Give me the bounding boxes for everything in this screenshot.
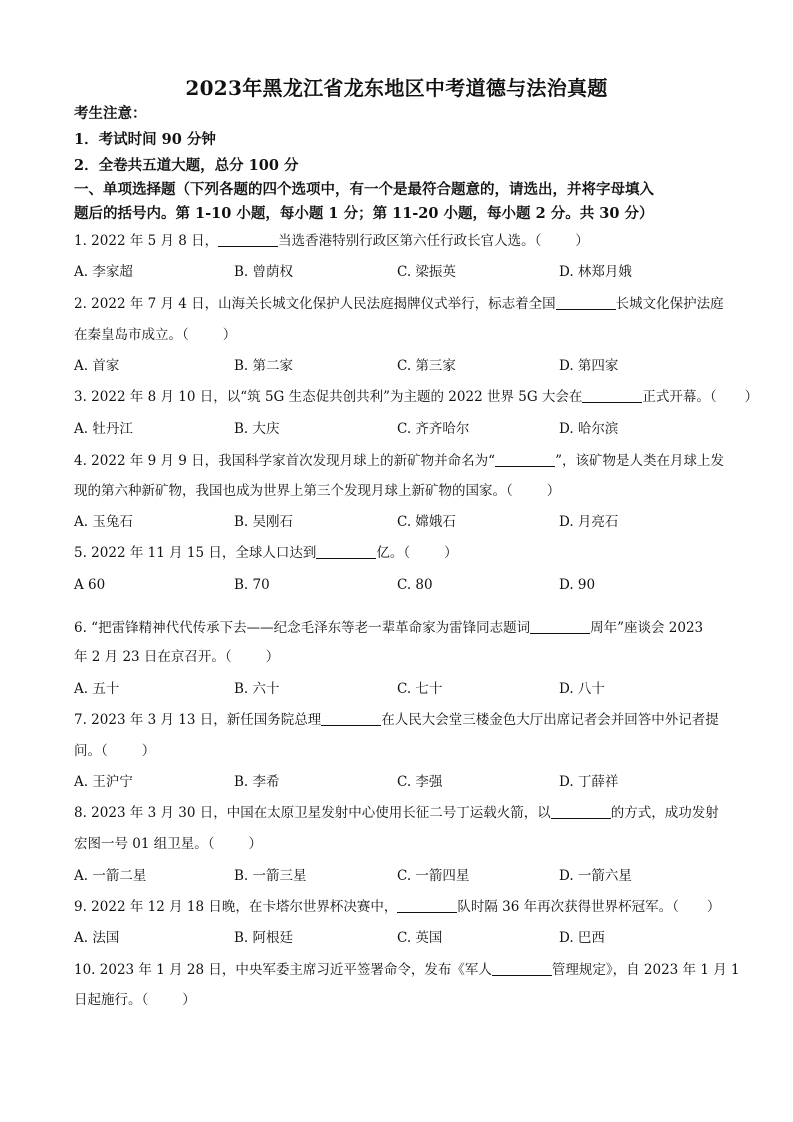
option-d[interactable]: D. 哈尔滨	[559, 421, 619, 437]
stem-text: ）	[444, 545, 458, 561]
stem-text: ）	[182, 992, 196, 1008]
answer-blank	[530, 619, 590, 634]
answer-blank	[316, 544, 376, 559]
option-a[interactable]: A. 五十	[74, 681, 120, 697]
option-a[interactable]: A. 一箭二星	[74, 868, 147, 884]
answer-blank	[495, 452, 555, 467]
option-b[interactable]: B. 大庆	[234, 421, 280, 437]
option-a[interactable]: A. 玉兔石	[74, 514, 133, 530]
answer-blank	[218, 232, 278, 247]
question-9-stem	[74, 897, 724, 917]
answer-blank	[321, 711, 381, 726]
option-a[interactable]: A. 王沪宁	[74, 774, 133, 790]
option-c[interactable]: C. 80	[397, 577, 433, 593]
stem-text: 4. 2022 年 9 月 9 日，我国科学家首次发现月球上的新矿物并命名为“	[74, 453, 496, 469]
question-3-stem	[74, 387, 759, 407]
option-c[interactable]: C. 一箭四星	[397, 868, 470, 884]
option-d[interactable]: D. 巴西	[559, 930, 605, 946]
option-c[interactable]: C. 七十	[397, 681, 443, 697]
stem-text: ）	[744, 389, 759, 405]
stem-text: 亿。（	[376, 545, 411, 561]
option-c[interactable]: C. 英国	[397, 930, 443, 946]
stem-text: ”，该矿物是人类在月球上发	[555, 453, 724, 469]
option-d[interactable]: D. 第四家	[559, 358, 619, 374]
option-a[interactable]: A. 牡丹江	[74, 421, 133, 437]
question-10-stem-cont	[74, 990, 724, 1010]
option-b[interactable]: B. 曾荫权	[234, 264, 294, 280]
stem-text: 5. 2022 年 11 月 15 日，全球人口达到	[74, 545, 317, 561]
option-c[interactable]: C. 梁振英	[397, 264, 456, 280]
stem-text: 1. 2022 年 5 月 8 日，	[74, 233, 219, 249]
question-6-stem	[74, 618, 724, 638]
stem-text: ）	[546, 483, 561, 499]
option-b[interactable]: B. 六十	[234, 681, 280, 697]
notice-item-1: 1．考试时间 90 分钟	[74, 131, 216, 148]
question-4-stem	[74, 451, 724, 471]
stem-text: ）	[265, 649, 280, 665]
notice-heading: 考生注意：	[74, 105, 147, 122]
option-c[interactable]: C. 嫦娥石	[397, 514, 456, 530]
stem-text: 宏图一号 01 组卫星。（	[74, 836, 215, 852]
question-7-stem	[74, 710, 724, 730]
option-a[interactable]: A. 李家超	[74, 264, 133, 280]
stem-text: 长城文化保护法庭	[615, 296, 724, 312]
stem-text: ）	[222, 327, 237, 343]
stem-text: 的方式，成功发射	[610, 805, 719, 821]
stem-text: 9. 2022 年 12 月 18 日晚，在卡塔尔世界杯决赛中，	[74, 899, 398, 915]
stem-text: 队时隔 36 年再次获得世界杯冠军。（	[457, 899, 679, 915]
page-title: 2023年黑龙江省龙东地区中考道德与法治真题	[185, 76, 608, 100]
answer-blank	[551, 804, 611, 819]
answer-blank	[492, 961, 552, 976]
stem-text: ）	[141, 743, 156, 759]
option-b[interactable]: B. 一箭三星	[234, 868, 307, 884]
stem-text: 6. “把雷锋精神代代传承下去——纪念毛泽东等老一辈革命家为雷锋同志题词	[74, 620, 531, 636]
stem-text: 在秦皇岛市成立。（	[74, 327, 189, 343]
option-a[interactable]: A. 法国	[74, 930, 120, 946]
stem-text: 2. 2022 年 7 月 4 日，山海关长城文化保护人民法庭揭牌仪式举行，标志着全国	[74, 296, 556, 312]
option-d[interactable]: D. 丁薛祥	[559, 774, 619, 790]
option-b[interactable]: B. 70	[234, 577, 270, 593]
option-b[interactable]: B. 第二家	[234, 358, 294, 374]
question-2-stem-cont	[74, 325, 724, 345]
option-d[interactable]: D. 林郑月娥	[559, 264, 632, 280]
option-a[interactable]: A. 首家	[74, 358, 120, 374]
stem-text: 管理规定》，自 2023 年 1 月 1	[551, 962, 740, 978]
stem-text: 10. 2023 年 1 月 28 日，中央军委主席习近平签署命令，发布《军人	[74, 962, 492, 978]
option-c[interactable]: C. 齐齐哈尔	[397, 421, 470, 437]
stem-text: ）	[706, 899, 721, 915]
stem-text: 3. 2022 年 8 月 10 日，以“筑 5G 生态促共创共利”为主题的 2022 世界 5G 大会在	[74, 389, 583, 405]
stem-text: 7. 2023 年 3 月 13 日，新任国务院总理	[74, 712, 322, 728]
question-6-stem-cont	[74, 647, 724, 667]
option-b[interactable]: B. 吴刚石	[234, 514, 294, 530]
stem-text: 日起施行。（	[74, 992, 149, 1008]
option-d[interactable]: D. 一箭六星	[559, 868, 632, 884]
stem-text: 在人民大会堂三楼金色大厅出席记者会并回答中外记者提	[381, 712, 719, 728]
question-1-stem	[74, 231, 724, 251]
question-5-stem	[74, 543, 724, 563]
option-b[interactable]: B. 阿根廷	[234, 930, 294, 946]
question-10-stem	[74, 960, 740, 980]
stem-text: 年 2 月 23 日在京召开。（	[74, 649, 232, 665]
stem-text: 8. 2023 年 3 月 30 日，中国在太原卫星发射中心使用长征二号丁运载火箭，以	[74, 805, 551, 821]
answer-blank	[556, 295, 616, 310]
section-heading-line-1: 一、单项选择题（下列各题的四个选项中，有一个是最符合题意的，请选出，并将字母填入	[74, 181, 654, 198]
question-8-stem	[74, 803, 724, 823]
section-heading-line-2: 题后的括号内。第 1-10 小题，每小题 1 分；第 11-20 小题，每小题 2 分。共 30 分）	[74, 205, 654, 222]
option-a[interactable]: A 60	[74, 577, 106, 593]
stem-text: 问。（	[74, 743, 108, 759]
stem-text: 现的第六种新矿物，我国也成为世界上第三个发现月球上新矿物的国家。（	[74, 483, 513, 499]
stem-text: 周年”座谈会 2023	[590, 620, 704, 636]
question-2-stem	[74, 294, 724, 314]
stem-text: 当选香港特别行政区第六任行政长官人选。（	[278, 233, 542, 249]
question-4-stem-cont	[74, 481, 724, 501]
answer-blank	[397, 898, 457, 913]
question-8-stem-cont	[74, 834, 724, 854]
stem-text: ）	[575, 233, 589, 249]
stem-text: ）	[248, 836, 263, 852]
option-c[interactable]: C. 李强	[397, 774, 443, 790]
option-c[interactable]: C. 第三家	[397, 358, 456, 374]
answer-blank	[582, 388, 642, 403]
option-d[interactable]: D. 八十	[559, 681, 605, 697]
option-d[interactable]: D. 月亮石	[559, 514, 619, 530]
stem-text: 正式开幕。（	[642, 389, 717, 405]
question-7-stem-cont	[74, 741, 724, 761]
notice-item-2: 2．全卷共五道大题，总分 100 分	[74, 157, 299, 174]
option-b[interactable]: B. 李希	[234, 774, 280, 790]
option-d[interactable]: D. 90	[559, 577, 596, 593]
